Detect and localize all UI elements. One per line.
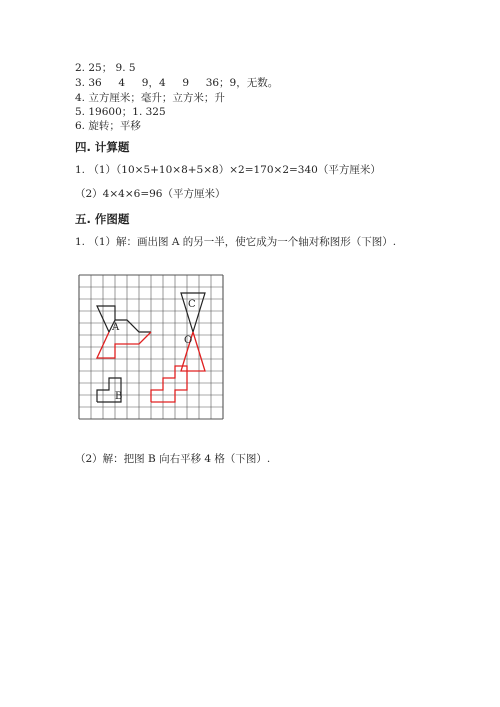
symmetry-translation-grid [78, 274, 230, 420]
answer-line-4: 4. 立方厘米；毫升；立方米；升 [75, 92, 225, 104]
section-4-title: 四. 计算题 [75, 140, 130, 154]
label-c: C [188, 299, 196, 310]
answer-line-6: 6. 旋转；平移 [75, 120, 141, 132]
section-5-question-2: （2）解：把图 B 向右平移 4 格（下图）. [75, 453, 271, 465]
section-5-question-1: 1. （1）解：画出图 A 的另一半，使它成为一个轴对称图形（下图）. [75, 236, 397, 248]
label-b: B [115, 391, 123, 402]
answer-line-2: 2. 25； 9. 5 [75, 62, 136, 74]
answer-line-3: 3. 36 4 9，4 9 36；9，无数。 [75, 77, 279, 89]
section-4-question-1: 1. （1）（10×5+10×8+5×8）×2=170×2=340（平方厘米） [75, 164, 381, 176]
label-o: O [184, 335, 193, 346]
label-a: A [112, 322, 120, 333]
answer-line-5: 5. 19600；1. 325 [75, 106, 166, 118]
section-5-title: 五. 作图题 [75, 212, 130, 226]
shape-a-mirrored-half [97, 332, 151, 358]
section-4-question-2: （2）4×4×6=96（平方厘米） [75, 188, 226, 200]
shape-a-mirror-outline [97, 332, 151, 358]
shape-a-outline-2 [115, 320, 151, 332]
shape-a-original-half [97, 306, 151, 332]
